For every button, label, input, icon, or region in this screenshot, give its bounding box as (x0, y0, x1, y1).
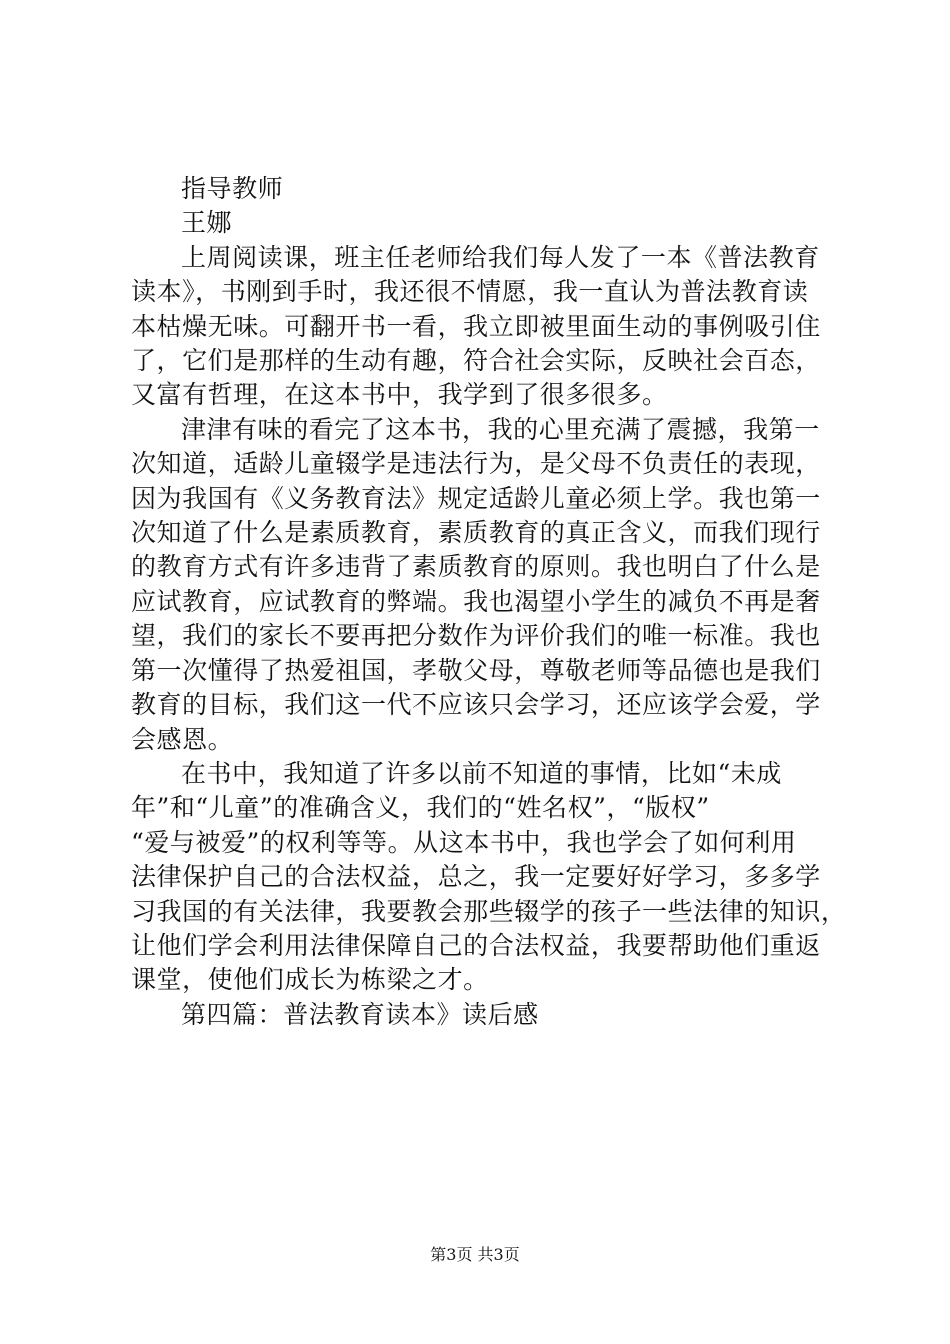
paragraph-line: 习我国的有关法律，我要教会那些辍学的孩子一些法律的知识， (131, 896, 847, 926)
paragraph-line: 年”和“儿童”的准确含义，我们的“姓名权”，“版权” (131, 793, 710, 823)
paragraph-line: 会感恩。 (131, 724, 234, 754)
paragraph-line: 教育的目标，我们这一代不应该只会学习，还应该学会爱，学 (131, 690, 821, 720)
paragraph (131, 241, 836, 413)
paragraph-line: 读本》，书刚到手时，我还很不情愿，我一直认为普法教育读 (131, 277, 809, 307)
paragraph-line: 次知道了什么是素质教育，素质教育的真正含义，而我们现行 (131, 518, 821, 548)
paragraph-line: 津津有味的看完了这本书，我的心里充满了震撼，我第一 (181, 414, 820, 444)
paragraph (131, 757, 847, 998)
paragraph-line: 次知道，适龄儿童辍学是违法行为，是父母不负责任的表现， (131, 449, 821, 479)
paragraph-line: 又富有哲理，在这本书中，我学到了很多很多。 (131, 380, 668, 410)
paragraph-line: 望，我们的家长不要再把分数作为评价我们的唯一标准。我也 (131, 621, 821, 651)
paragraph-line: 课堂，使他们成长为栋梁之才。 (131, 965, 489, 995)
heading-line: 王娜 (181, 208, 233, 238)
document-body (131, 172, 847, 1032)
paragraph (131, 413, 836, 757)
paragraph-line: 本枯燥无味。可翻开书一看，我立即被里面生动的事例吸引住 (131, 311, 821, 341)
closing-line: 第四篇：普法教育读本》读后感 (181, 999, 539, 1029)
paragraph-line: 因为我国有《义务教育法》规定适龄儿童必须上学。我也第一 (131, 483, 821, 513)
paragraph-line: 上周阅读课，班主任老师给我们每人发了一本《普法教育 (181, 242, 820, 272)
paragraph-line: 了，它们是那样的生动有趣，符合社会实际，反映社会百态， (131, 346, 821, 376)
paragraph-line: 第一次懂得了热爱祖国，孝敬父母，尊敬老师等品德也是我们 (131, 655, 821, 685)
paragraph-line: 的教育方式有许多违背了素质教育的原则。我也明白了什么是 (131, 552, 821, 582)
paragraph-line: 应试教育，应试教育的弊端。我也渴望小学生的减负不再是奢 (131, 586, 821, 616)
page-number-footer: 第3页 共3页 (430, 1245, 520, 1264)
paragraph-line: 在书中，我知道了许多以前不知道的事情，比如“未成 (181, 758, 782, 788)
paragraph-line: 法律保护自己的合法权益，总之，我一定要好好学习，多多学 (131, 862, 821, 892)
heading-line: 指导教师 (181, 174, 284, 203)
paragraph-line: “爱与被爱”的权利等等。从这本书中，我也学会了如何利用 (131, 827, 797, 857)
paragraph-line: 让他们学会利用法律保障自己的合法权益，我要帮助他们重返 (131, 930, 821, 960)
